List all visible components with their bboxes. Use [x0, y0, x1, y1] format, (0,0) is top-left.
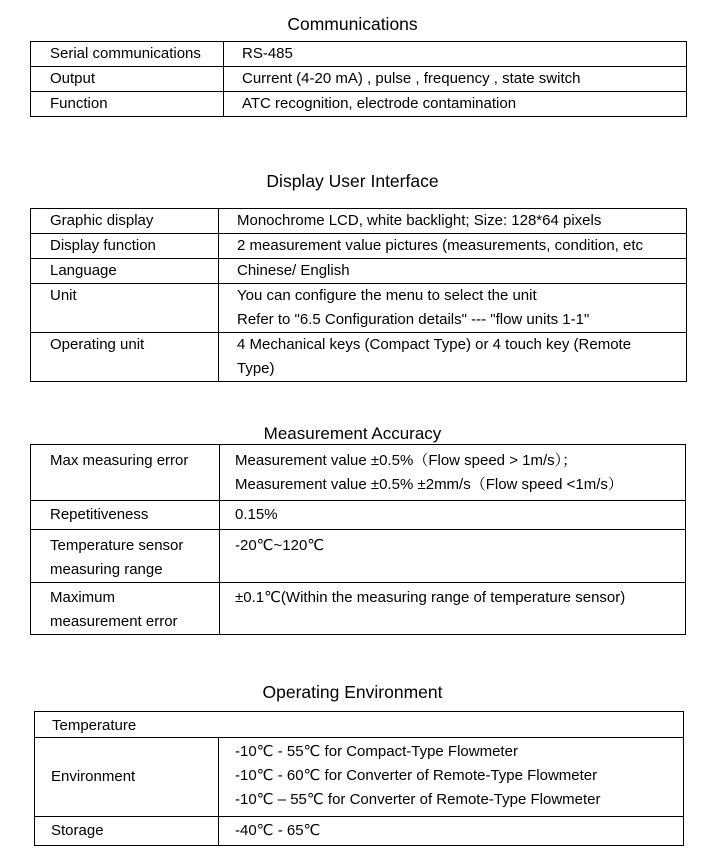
table-row [31, 42, 687, 67]
table-row [31, 501, 686, 530]
table-row [31, 284, 687, 333]
row-value: Monochrome LCD, white backlight; Size: 128*64 pixels [219, 209, 687, 234]
communications-title: Communications [287, 14, 418, 34]
row-value [220, 445, 686, 501]
label-line: Temperature sensor [50, 537, 184, 554]
value-line: -10℃ - 60℃ for Converter of Remote-Type Flowmeter [235, 767, 598, 784]
environment-label: Environment [35, 738, 219, 817]
table-row [31, 92, 687, 117]
value-line: Measurement value ±0.5%（Flow speed > 1m/s）； [235, 452, 578, 469]
table-row [35, 712, 684, 738]
table-row [35, 817, 684, 846]
value-line: 4 Mechanical keys (Compact Type) or 4 touch key (Remote [237, 336, 632, 353]
row-label: Operating unit [31, 333, 219, 382]
row-label: Unit [31, 284, 219, 333]
accuracy-title: Measurement Accuracy [263, 424, 442, 443]
label-line: measurement error [50, 613, 178, 630]
table-row [31, 209, 687, 234]
row-value: 0.15% [220, 501, 686, 530]
row-value: 2 measurement value pictures (measurements, condition, etc [219, 234, 687, 259]
environment-title: Operating Environment [262, 682, 443, 702]
storage-value: -40℃ - 65℃ [219, 817, 684, 846]
row-label [31, 583, 220, 635]
row-label: Display function [31, 234, 219, 259]
row-label: Language [31, 259, 219, 284]
display-title: Display User Interface [266, 171, 439, 191]
row-label [31, 530, 220, 583]
row-label: Graphic display [31, 209, 219, 234]
row-label: Serial communications [31, 42, 224, 67]
table-row [31, 234, 687, 259]
row-value: RS-485 [224, 42, 687, 67]
row-label: Repetitiveness [31, 501, 220, 530]
value-line: Type) [237, 360, 275, 377]
environment-table [34, 711, 684, 846]
row-value: ±0.1℃(Within the measuring range of temperature sensor) [220, 583, 686, 635]
row-value: Chinese/ English [219, 259, 687, 284]
table-row [31, 445, 686, 501]
value-line: You can configure the menu to select the unit [237, 287, 537, 304]
value-line: Refer to "6.5 Configuration details" --- "flow units 1-1" [237, 311, 590, 328]
table-row [31, 583, 686, 635]
row-label: Function [31, 92, 224, 117]
table-row [35, 738, 684, 817]
label-line: measuring range [50, 561, 163, 578]
storage-label: Storage [35, 817, 219, 846]
table-row [31, 530, 686, 583]
label-line: Maximum [50, 589, 116, 606]
table-row [31, 67, 687, 92]
row-value: -20℃~120℃ [220, 530, 686, 583]
row-value: Current (4-20 mA) , pulse , frequency , state switch [224, 67, 687, 92]
value-line: -10℃ – 55℃ for Converter of Remote-Type Flowmeter [235, 791, 601, 808]
row-value: ATC recognition, electrode contamination [224, 92, 687, 117]
row-label: Max measuring error [31, 445, 220, 501]
row-value [219, 284, 687, 333]
environment-values [219, 738, 684, 817]
temperature-header: Temperature [35, 712, 684, 738]
accuracy-table [30, 444, 686, 635]
display-table [30, 208, 687, 382]
row-value [219, 333, 687, 382]
value-line: -10℃ - 55℃ for Compact-Type Flowmeter [235, 743, 518, 760]
value-line: Measurement value ±0.5% ±2mm/s（Flow speed <1m/s） [235, 476, 623, 493]
table-row [31, 333, 687, 382]
row-label: Output [31, 67, 224, 92]
table-row [31, 259, 687, 284]
communications-table [30, 41, 687, 117]
